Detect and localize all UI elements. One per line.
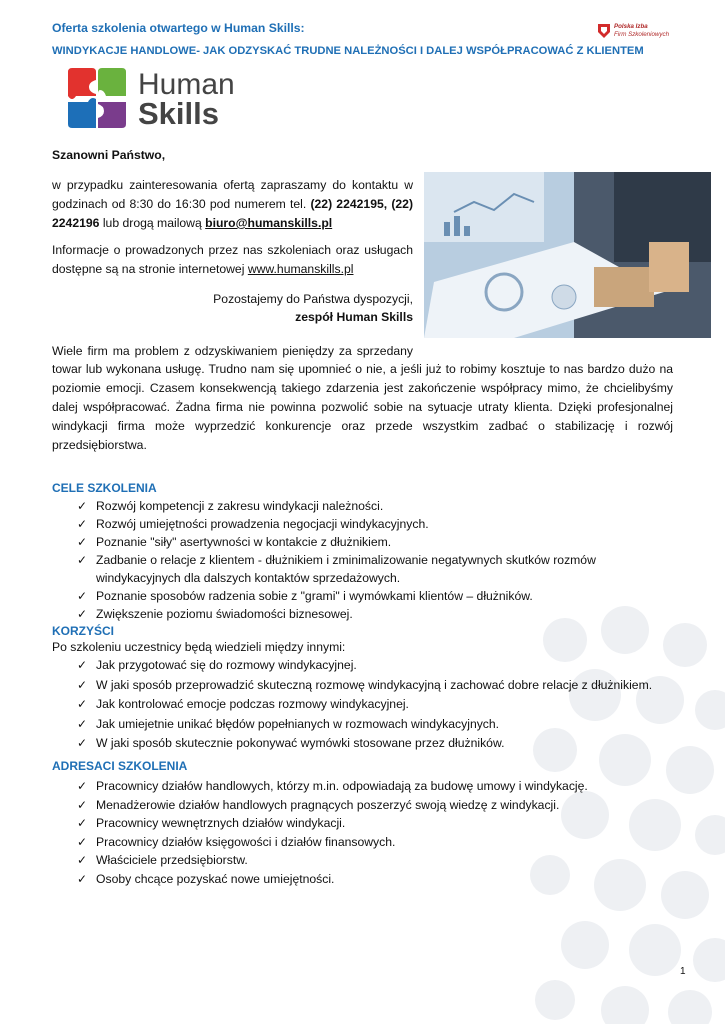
korzysci-list <box>52 656 692 754</box>
course-title: WINDYKACJE HANDLOWE- JAK ODZYSKAĆ TRUDNE NALEŻNOŚCI I DALEJ WSPÓŁPRACOWAĆ Z KLIENTEM <box>52 45 644 57</box>
check-icon: ✓ <box>77 716 88 731</box>
list-item: ✓ Zadbanie o relacje z klientem - dłużnikiem i zminimalizowanie negatywnych skutków rozmów windykacyjnych dla dalszych kontaktów sprzedażowych. <box>77 553 596 585</box>
list-item: ✓ Zwiększenie poziomu świadomości biznesowej. <box>77 607 353 621</box>
section-title-adresaci: ADRESACI SZKOLENIA <box>52 759 188 773</box>
check-icon: ✓ <box>77 736 88 750</box>
adresaci-list <box>52 777 692 888</box>
greeting: Szanowni Państwo, <box>52 148 166 162</box>
list-item: ✓ Pracownicy wewnętrznych działów windykacji. <box>52 814 692 833</box>
check-icon: ✓ <box>77 589 88 603</box>
check-icon: ✓ <box>77 697 88 711</box>
check-icon: ✓ <box>77 517 88 531</box>
closing-line: Pozostajemy do Państwa dyspozycji, <box>213 292 413 306</box>
list-item: ✓ Jak umiejetnie unikać błędów popełnianych w rozmowach windykacyjnych. <box>52 715 692 735</box>
list-item: ✓ Rozwój kompetencji z zakresu windykacji należności. <box>77 499 384 513</box>
check-icon: ✓ <box>77 607 88 621</box>
check-icon: ✓ <box>77 834 88 849</box>
list-item: ✓ Jak przygotować się do rozmowy windykacyjnej. <box>52 656 692 676</box>
pifs-emblem-icon <box>596 22 612 40</box>
list-item: ✓ Menadżerowie działów handlowych pragnących poszerzyć swoją wiedzę z windykacji. <box>52 796 692 815</box>
human-skills-logo <box>64 66 244 136</box>
list-item: ✓ Osoby chcące pozyskać nowe umiejętności. <box>52 870 692 889</box>
check-icon: ✓ <box>77 535 88 549</box>
business-charts-photo <box>424 172 711 338</box>
logo-word-human: Human <box>138 68 235 101</box>
cele-list <box>52 497 632 623</box>
puzzle-logo-icon <box>64 66 130 132</box>
check-icon: ✓ <box>77 871 88 886</box>
logo-word-skills: Skills <box>138 96 219 131</box>
list-item: ✓ Poznanie "siły" asertywności w kontakcie z dłużnikiem. <box>77 535 392 549</box>
pifs-logo <box>596 22 686 42</box>
check-icon: ✓ <box>77 658 88 672</box>
korzysci-intro: Po szkoleniu uczestnicy będą wiedzieli między innymi: <box>52 640 346 654</box>
contact-text-b: lub drogą mailową <box>102 216 202 230</box>
check-icon: ✓ <box>77 779 88 793</box>
list-item: ✓ Właściciele przedsiębiorstw. <box>52 851 692 870</box>
contact-email-link[interactable]: biuro@humanskills.pl <box>205 216 333 230</box>
list-item: ✓ Rozwój umiejętności prowadzenia negocjacji windykacyjnych. <box>77 517 429 531</box>
contact-text-a: w przypadku zainteresowania ofertą zapraszamy do kontaktu w godzinach od 8:30 do 16:30 pod numerem tel. <box>52 178 413 211</box>
section-title-korzysci: KORZYŚCI <box>52 624 115 638</box>
list-item: ✓ Poznanie sposobów radzenia sobie z "grami" i wymówkami klientów – dłużników. <box>77 589 533 603</box>
signature: zespół Human Skills <box>295 310 413 324</box>
check-icon: ✓ <box>77 499 88 513</box>
intro-paragraph: towar lub wykonana usługę. Trudno nam się upomnieć o nie, a jeśli już to robimy kosztuje to nas bardzo dużo na poziomie emocji. Czasem konsekwencją takiego zdarzenia jest zakończenie współpracy mimo, że chcielibyśmy dalej współpracować. Żadna firma nie powinna pozwolić sobie na sytuacje utraty klienta. Dzięki profesjonalnej windykacji firma może wyprzedzić konkurencje oraz przede wszystkim zadbać o stabilizację i rozwój przedsiębiorstwa. <box>52 362 673 452</box>
contact-paragraph <box>52 176 413 233</box>
info-text: Informacje o prowadzonych przez nas szkoleniach oraz usługach dostępne są na stronie internetowej <box>52 243 413 276</box>
check-icon: ✓ <box>77 553 88 567</box>
offer-line: Oferta szkolenia otwartego w Human Skills: <box>52 21 305 35</box>
list-item: ✓ Pracownicy działów handlowych, którzy m.in. odpowiadają za budowę umowy i windykację. <box>52 777 692 796</box>
website-link[interactable]: www.humanskills.pl <box>247 262 354 276</box>
check-icon: ✓ <box>77 816 88 830</box>
list-item: ✓ W jaki sposób skutecznie pokonywać wymówki stosowane przez dłużników. <box>52 734 692 754</box>
intro-first-line: Wiele firm ma problem z odzyskiwaniem pieniędzy za sprzedany <box>52 344 413 358</box>
pifs-logo-line2: Firm Szkoleniowych <box>614 31 670 38</box>
check-icon: ✓ <box>77 853 88 867</box>
page-number: 1 <box>680 966 686 977</box>
pifs-logo-line1: Polska Izba <box>614 23 648 30</box>
section-title-cele: CELE SZKOLENIA <box>52 481 157 495</box>
list-item: ✓ W jaki sposób przeprowadzić skuteczną rozmowę windykacyjną i zachować dobre relacje z dłużnikiem. <box>52 676 692 696</box>
list-item: ✓ Jak kontrolować emocje podczas rozmowy windykacyjnej. <box>52 695 692 715</box>
check-icon: ✓ <box>77 797 88 812</box>
check-icon: ✓ <box>77 677 88 692</box>
photo-illustration <box>424 172 711 338</box>
list-item: ✓ Pracownicy działów księgowości i działów finansowych. <box>52 833 692 852</box>
info-paragraph <box>52 241 413 279</box>
contact-phones: (22) 2242195, (22) 2242196 <box>52 197 414 230</box>
